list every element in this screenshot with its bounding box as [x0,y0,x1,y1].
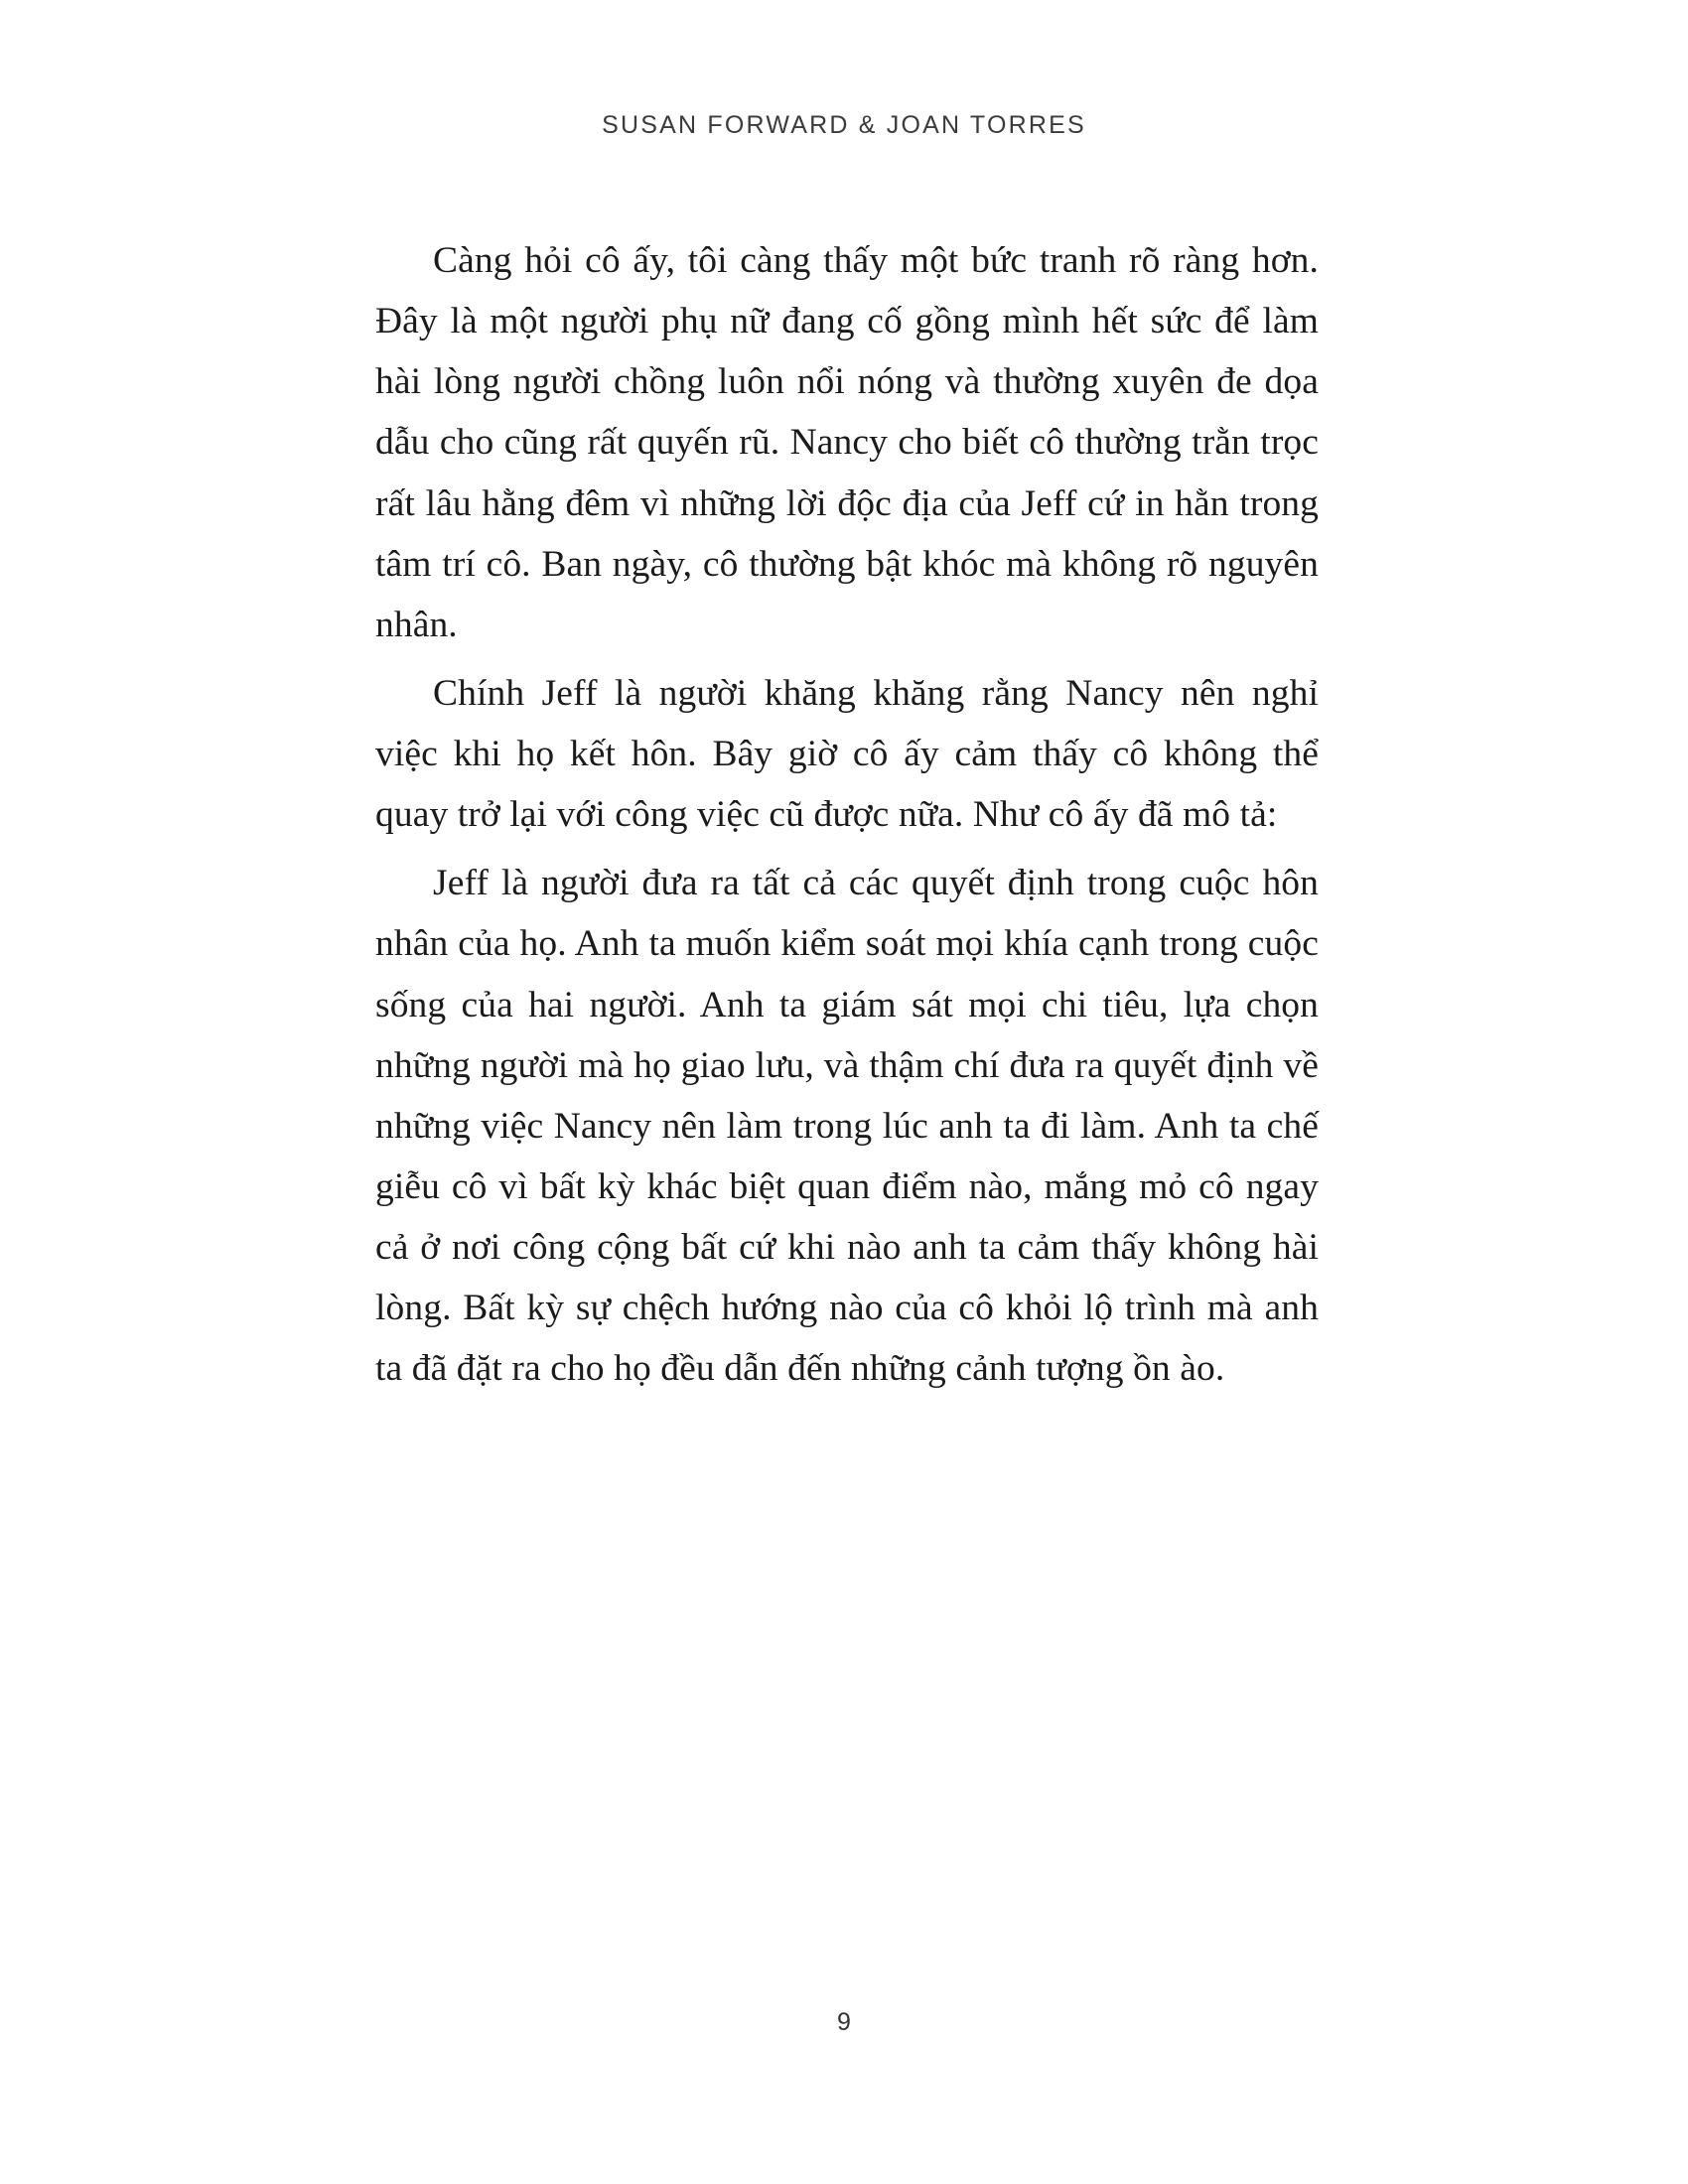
page-number: 9 [837,2008,851,2036]
paragraph: Càng hỏi cô ấy, tôi càng thấy một bức tranh rõ ràng hơn. Đây là một người phụ nữ đang cố gồng mình hết sức để làm hài lòng người chồng luôn nổi nóng và thường xuyên đe dọa dẫu cho cũng rất quyến rũ. Nancy cho biết cô thường trằn trọc rất lâu hằng đêm vì những lời độc địa của Jeff cứ in hằn trong tâm trí cô. Ban ngày, cô thường bật khóc mà không rõ nguyên nhân. [375,240,1319,645]
paragraph-quote: Jeff là người đưa ra tất cả các quyết định trong cuộc hôn nhân của họ. Anh ta muốn kiểm soát mọi khía cạnh trong cuộc sống của hai người. Anh ta giám sát mọi chi tiêu, lựa chọn những người mà họ giao lưu, và thậm chí đưa ra quyết định về những việc Nancy nên làm trong lúc anh ta đi làm. Anh ta chế giễu cô vì bất kỳ khác biệt quan điểm nào, mắng mỏ cô ngay cả ở nơi công cộng bất cứ khi nào anh ta cảm thấy không hài lòng. Bất kỳ sự chệch hướng nào của cô khỏi lộ trình mà anh ta đã đặt ra cho họ đều dẫn đến những cảnh tượng ồn ào. [375,863,1319,1390]
paragraph: Chính Jeff là người khăng khăng rằng Nancy nên nghỉ việc khi họ kết hôn. Bây giờ cô ấy cảm thấy cô không thể quay trở lại với công việc cũ được nữa. Như cô ấy đã mô tả: [375,672,1319,836]
body-text [375,230,1319,1399]
running-head: SUSAN FORWARD & JOAN TORRES [602,111,1086,139]
